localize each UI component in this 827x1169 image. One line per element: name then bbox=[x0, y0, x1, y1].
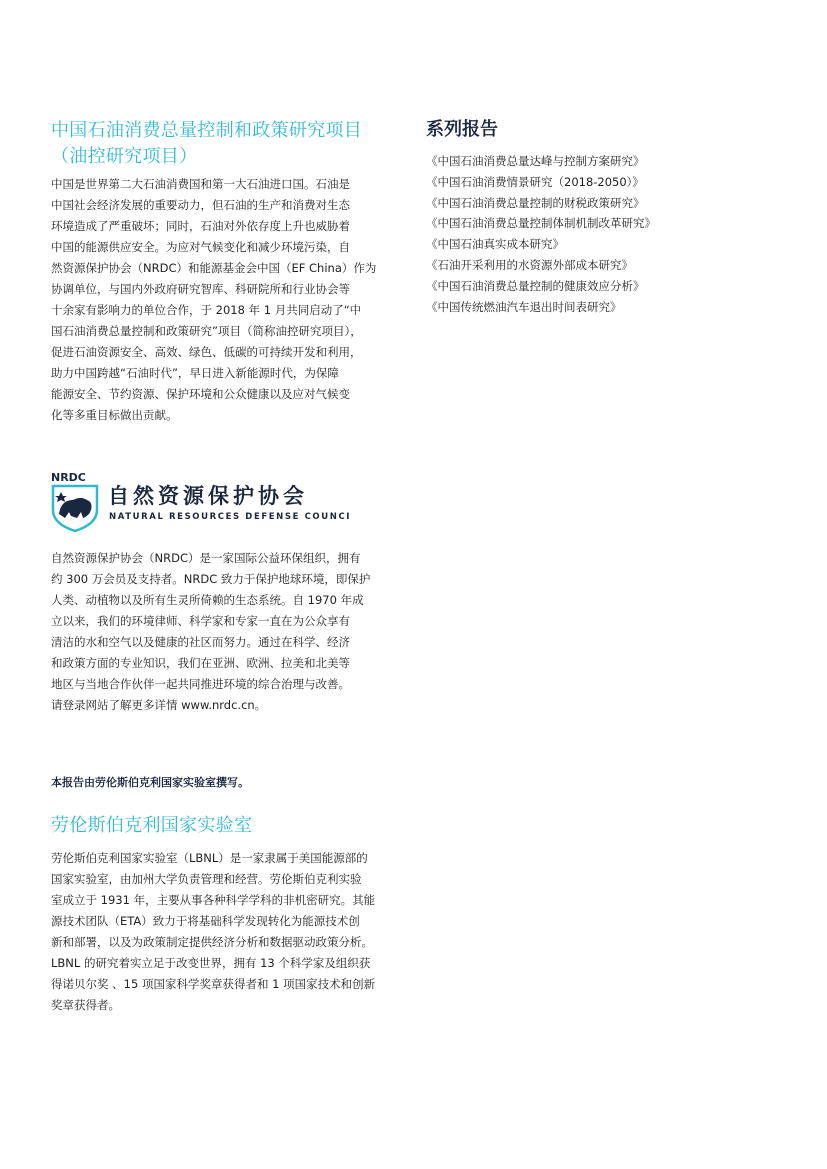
series-item: 《中国石油消费总量控制的健康效应分析》 bbox=[426, 278, 645, 293]
nrdc-body-line: 清洁的水和空气以及健康的社区而努力。通过在科学、经济 bbox=[51, 635, 350, 649]
project-body-line: 中国是世界第二大石油消费国和第一大石油进口国。石油是 bbox=[51, 177, 350, 191]
project-body bbox=[51, 174, 396, 426]
project-body-line: 化等多重目标做出贡献。 bbox=[51, 408, 178, 422]
series-reports bbox=[426, 117, 806, 317]
lbnl-body-line: LBNL 的研究着实立足于改变世界，拥有 13 个科学家及组织获 bbox=[51, 956, 371, 970]
project-title-line1: 中国石油消费总量控制和政策研究项目 bbox=[51, 120, 363, 141]
nrdc-logo-cn: 自然资源保护协会 bbox=[108, 484, 308, 508]
project-body-line: 协调单位，与国内外政府研究智库、科研院所和行业协会等 bbox=[51, 282, 350, 296]
lbnl-title: 劳伦斯伯克利国家实验室 bbox=[51, 815, 253, 836]
nrdc-body-line: 请登录网站了解更多详情 www.nrdc.cn。 bbox=[51, 698, 267, 712]
nrdc-logo-graphic bbox=[51, 470, 351, 532]
project-title bbox=[51, 118, 396, 170]
nrdc-body-line: 约 300 万会员及支持者。NRDC 致力于保护地球环境，即保护 bbox=[51, 572, 371, 586]
lbnl-body-line: 得诺贝尔奖 、15 项国家科学奖章获得者和 1 项国家技术和创新 bbox=[51, 977, 376, 991]
lbnl-body-line: 劳伦斯伯克利国家实验室（LBNL）是一家隶属于美国能源部的 bbox=[51, 851, 368, 865]
project-body-line: 中国的能源供应安全。为应对气候变化和减少环境污染，自 bbox=[51, 240, 350, 254]
project-body-line: 中国社会经济发展的重要动力，但石油的生产和消费对生态 bbox=[51, 198, 350, 212]
nrdc-body-line: 地区与当地合作伙伴一起共同推进环境的综合治理与改善。 bbox=[51, 677, 350, 691]
series-title: 系列报告 bbox=[426, 119, 498, 140]
series-item: 《中国石油消费总量控制的财税政策研究》 bbox=[426, 195, 645, 210]
nrdc-body-line: 人类、动植物以及所有生灵所倚赖的生态系统。自 1970 年成 bbox=[51, 593, 364, 607]
nrdc-body-line: 和政策方面的专业知识，我们在亚洲、欧洲、拉美和北美等 bbox=[51, 656, 350, 670]
lbnl-body bbox=[51, 848, 396, 1016]
nrdc-body-line: 自然资源保护协会（NRDC）是一家国际公益环保组织，拥有 bbox=[51, 551, 361, 565]
nrdc-logo bbox=[51, 470, 351, 532]
project-body-line: 然资源保护协会（NRDC）和能源基金会中国（EF China）作为 bbox=[51, 261, 377, 275]
nrdc-body bbox=[51, 548, 396, 716]
project-body-line: 促进石油资源安全、高效、绿色、低碳的可持续开发和利用， bbox=[51, 345, 362, 359]
project-body-line: 十余家有影响力的单位合作，于 2018 年 1 月共同启动了“中 bbox=[51, 303, 362, 317]
project-title-line2: （油控研究项目） bbox=[51, 146, 198, 167]
series-list bbox=[426, 151, 806, 317]
series-item: 《中国传统燃油汽车退出时间表研究》 bbox=[426, 299, 622, 314]
project-body-line: 助力中国跨越“石油时代”，早日进入新能源时代，为保障 bbox=[51, 366, 339, 380]
lbnl-body-line: 源技术团队（ETA）致力于将基础科学发现转化为能源技术创 bbox=[51, 914, 360, 928]
series-item: 《中国石油消费总量达峰与控制方案研究》 bbox=[426, 154, 645, 168]
series-item: 《中国石油真实成本研究》 bbox=[426, 237, 564, 252]
lbnl-body-line: 国家实验室，由加州大学负责管理和经营。劳伦斯伯克利实验 bbox=[51, 872, 362, 886]
lbnl-body-line: 奖章获得者。 bbox=[51, 998, 120, 1012]
series-item: 《中国石油消费情景研究（2018-2050）》 bbox=[426, 174, 644, 189]
series-item: 《中国石油消费总量控制体制机制改革研究》 bbox=[426, 216, 656, 231]
project-body-line: 国石油消费总量控制和政策研究”项目（简称油控研究项目）， bbox=[51, 324, 362, 338]
lbnl-body-line: 室成立于 1931 年，主要从事各种科学学科的非机密研究。其能 bbox=[51, 893, 376, 907]
lbnl-body-line: 新和部署，以及为政策制定提供经济分析和数据驱动政策分析。 bbox=[51, 935, 373, 949]
authored-by: 本报告由劳伦斯伯克利国家实验室撰写。 bbox=[51, 776, 249, 789]
project-body-line: 环境造成了严重破坏；同时，石油对外依存度上升也威胁着 bbox=[51, 219, 350, 233]
star-icon bbox=[55, 492, 67, 502]
nrdc-body-line: 立以来，我们的环境律师、科学家和专家一直在为公众享有 bbox=[51, 614, 350, 628]
nrdc-logo-en: NATURAL RESOURCES DEFENSE COUNCIL bbox=[109, 512, 351, 522]
project-body-line: 能源安全、节约资源、保护环境和公众健康以及应对气候变 bbox=[51, 387, 350, 401]
nrdc-logo-abbr: NRDC bbox=[51, 471, 86, 484]
series-item: 《石油开采利用的水资源外部成本研究》 bbox=[426, 257, 633, 272]
